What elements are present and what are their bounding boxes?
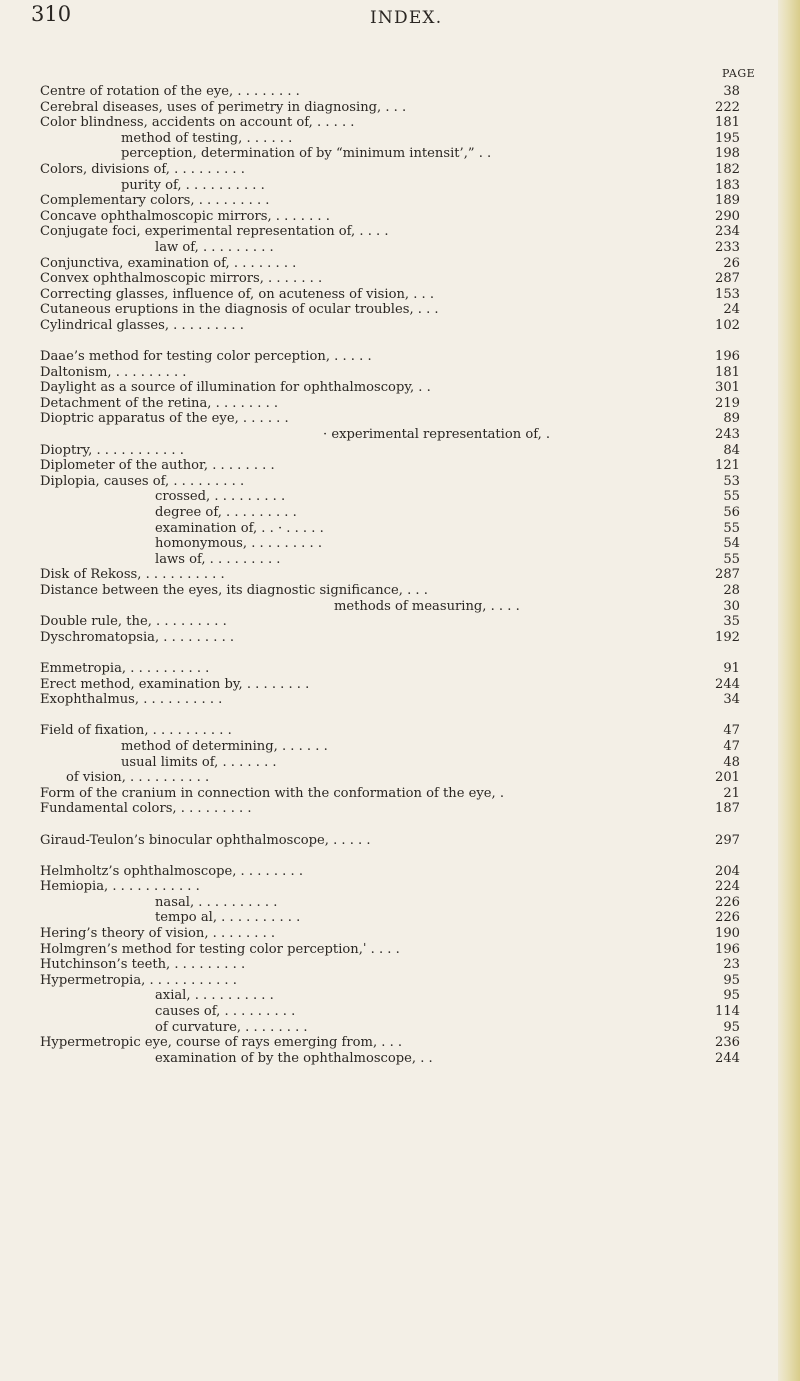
entry-term: Giraud-Teulon’s binocular ophthalmoscope, . . . . . [40,832,371,848]
entry-term: Holmgren’s method for testing color perception,ˈ . . . . [40,941,400,957]
entry-term: Dyschromatopsia, . . . . . . . . . [40,629,235,645]
index-entry [40,271,740,287]
entry-page: 243 [715,427,740,443]
entry-term: Diplopia, causes of, . . . . . . . . . [40,473,245,489]
entry-page: 196 [715,941,740,957]
entry-term: Diplometer of the author, . . . . . . . . [40,458,275,474]
index-entry [40,193,740,209]
index-entry [40,864,740,880]
entry-term: examination of by the ophthalmoscope, . . [155,1050,433,1066]
entry-page: 55 [723,551,740,567]
entry-page: 28 [723,583,740,598]
entry-page: 181 [715,115,740,131]
index-entry [40,427,740,443]
entry-page: 290 [715,208,740,224]
section-gap [40,817,740,833]
index-entry [40,1020,740,1036]
index-entry [40,302,740,318]
index-entry [40,926,740,942]
index-entry [40,178,740,194]
index-entry [40,505,740,521]
section-gap [40,708,740,724]
entry-page: 233 [715,239,740,255]
entry-term: Cutaneous eruptions in the diagnosis of ocular troubles, . . . [40,302,439,318]
page-edge [778,0,800,1381]
entry-term: Helmholtz’s ophthalmoscope, . . . . . . . . [40,863,303,879]
entry-term: Hering’s theory of vision, . . . . . . . . [40,926,276,942]
entry-term: Daylight as a source of illumination for ophthalmoscopy, . . [40,380,431,396]
index-entry [40,552,740,568]
index-entry [40,100,740,116]
entry-page: 30 [723,598,740,614]
entry-term: Conjunctiva, examination of, . . . . . . . . [40,255,297,271]
entry-term: degree of, . . . . . . . . . [155,505,297,521]
index-entry [40,521,740,537]
index-entry [40,365,740,381]
entry-term: Fundamental colors, . . . . . . . . . [40,801,252,817]
entry-page: 47 [723,723,740,739]
entry-page: 234 [715,224,740,240]
entry-term: Daae’s method for testing color perception, . . . . . [40,349,372,365]
entry-page: 182 [715,161,740,177]
entry-page: 192 [715,629,740,645]
section-gap [40,645,740,661]
entry-page: 24 [723,302,740,318]
entry-term: of curvature, . . . . . . . . [155,1019,308,1035]
entry-term: perception, determination of by “minimum intensit’,” . . [121,146,492,162]
index-entry [40,833,740,849]
entry-term: Cylindrical glasses, . . . . . . . . . [40,317,244,333]
entry-term: examination of, . . · . . . . . [155,520,324,536]
entry-term: Erect method, examination by, . . . . . . . . [40,676,310,692]
entry-term: Hutchinson’s teeth, . . . . . . . . . [40,957,246,973]
entry-page: 84 [723,442,740,458]
entry-page: 181 [715,364,740,380]
index-entry [40,599,740,615]
entry-page: 54 [723,536,740,552]
entry-term: causes of, . . . . . . . . . [155,1004,296,1020]
index-entry [40,661,740,677]
entry-term: Daltonism, . . . . . . . . . [40,364,187,380]
entry-term: Distance between the eyes, its diagnostic significance, . . . [40,583,428,598]
entry-term: nasal, . . . . . . . . . . [155,894,278,910]
entry-term: crossed, . . . . . . . . . [155,489,286,505]
entry-term: Cerebral diseases, uses of perimetry in diagnosing, . . . [40,99,407,115]
entry-page: 222 [715,99,740,115]
entry-term: purity of, . . . . . . . . . . [121,177,265,193]
entry-page: 190 [715,926,740,942]
entry-page: 198 [715,146,740,162]
entry-term: Complementary colors, . . . . . . . . . [40,193,270,209]
entry-page: 21 [723,785,740,801]
index-entry [40,739,740,755]
index-entry [40,443,740,459]
entry-term: · experimental representation of, . [323,427,551,443]
entry-term: Colors, divisions of, . . . . . . . . . [40,161,245,177]
index-entry [40,318,740,334]
entry-page: 56 [723,505,740,521]
entry-page: 38 [723,84,740,99]
entry-term: methods of measuring, . . . . [334,598,520,614]
entry-term: Convex ophthalmoscopic mirrors, . . . . . . . [40,271,323,287]
entry-page: 95 [723,1019,740,1035]
entry-term: Form of the cranium in connection with the conformation of the eye, . [40,785,505,801]
index-entry [40,209,740,225]
entry-term: Concave ophthalmoscopic mirrors, . . . . . . . [40,208,330,224]
entry-term: usual limits of, . . . . . . . [121,754,277,770]
index-entry [40,910,740,926]
entry-page: 244 [715,676,740,692]
entry-term: Color blindness, accidents on account of, . . . . . [40,115,355,131]
entry-page: 189 [715,193,740,209]
entry-page: 287 [715,271,740,287]
index-entry [40,287,740,303]
page-number: 310 [31,2,72,26]
index-entry [40,879,740,895]
page-column-label: PAGE [722,67,756,80]
entry-page: 95 [723,972,740,988]
index-entry [40,1051,740,1067]
running-head: INDEX. [370,8,443,28]
index-entry [40,801,740,817]
entry-page: 91 [723,660,740,676]
entry-term: Dioptry, . . . . . . . . . . . [40,442,184,458]
index-entry [40,224,740,240]
entry-term: Double rule, the, . . . . . . . . . [40,614,227,630]
entry-page: 34 [723,692,740,708]
index-entry [40,474,740,490]
entry-term: Hypermetropia, . . . . . . . . . . . [40,972,237,988]
entry-term: law of, . . . . . . . . . [155,239,274,255]
entry-term: method of testing, . . . . . . [121,130,293,146]
section-gap [40,334,740,350]
index-entry [40,115,740,131]
index-entry [40,942,740,958]
index-entry [40,755,740,771]
index-entry [40,536,740,552]
index-entry [40,146,740,162]
entry-page: 53 [723,473,740,489]
index-entry [40,240,740,256]
index-entry [40,162,740,178]
entry-page: 47 [723,738,740,754]
entry-page: 297 [715,832,740,848]
entry-page: 114 [715,1004,740,1020]
entry-page: 219 [715,395,740,411]
entry-page: 102 [715,317,740,333]
index-entry [40,567,740,583]
entry-page: 55 [723,520,740,536]
index-entry [40,723,740,739]
index-entry [40,677,740,693]
entry-page: 196 [715,349,740,365]
entry-term: Detachment of the retina, . . . . . . . . [40,395,279,411]
entry-page: 244 [715,1050,740,1066]
entry-page: 55 [723,489,740,505]
entry-page: 236 [715,1035,740,1051]
entry-page: 226 [715,894,740,910]
index-entry [40,396,740,412]
entry-page: 195 [715,130,740,146]
index-entry [40,583,740,599]
entry-page: 187 [715,801,740,817]
index-entry [40,973,740,989]
entry-page: 287 [715,567,740,583]
index-entry [40,770,740,786]
entry-page: 89 [723,411,740,427]
entry-term: Exophthalmus, . . . . . . . . . . [40,692,223,708]
entry-page: 224 [715,879,740,895]
entry-term: Centre of rotation of the eye, . . . . . . . . [40,84,300,99]
entry-term: axial, . . . . . . . . . . [155,988,274,1004]
entry-term: Conjugate foci, experimental representation of, . . . . [40,224,389,240]
entry-term: Dioptric apparatus of the eye, . . . . . . [40,411,289,427]
entry-term: laws of, . . . . . . . . . [155,551,281,567]
entry-page: 204 [715,863,740,879]
index-list [40,84,740,1066]
entry-term: tempo al, . . . . . . . . . . [155,910,301,926]
entry-term: Hypermetropic eye, course of rays emerging from, . . . [40,1035,403,1051]
entry-page: 201 [715,770,740,786]
entry-page: 35 [723,614,740,630]
entry-page: 26 [723,255,740,271]
entry-page: 226 [715,910,740,926]
entry-term: Correcting glasses, influence of, on acuteness of vision, . . . [40,286,435,302]
entry-term: Disk of Rekoss, . . . . . . . . . . [40,567,225,583]
entry-term: homonymous, . . . . . . . . . [155,536,322,552]
entry-term: Hemiopia, . . . . . . . . . . . [40,879,200,895]
entry-page: 301 [715,380,740,396]
index-entry [40,84,740,100]
entry-page: 153 [715,286,740,302]
index-entry [40,256,740,272]
index-entry [40,411,740,427]
index-entry [40,380,740,396]
index-entry [40,349,740,365]
index-entry [40,895,740,911]
entry-term: Field of fixation, . . . . . . . . . . [40,723,232,739]
entry-term: Emmetropia, . . . . . . . . . . [40,660,210,676]
index-entry [40,614,740,630]
entry-page: 48 [723,754,740,770]
section-gap [40,848,740,864]
index-entry [40,1004,740,1020]
index-entry [40,1035,740,1051]
entry-page: 121 [715,458,740,474]
entry-page: 95 [723,988,740,1004]
index-entry [40,458,740,474]
index-entry [40,988,740,1004]
index-entry [40,131,740,147]
index-entry [40,957,740,973]
entry-page: 23 [723,957,740,973]
index-entry [40,489,740,505]
index-entry [40,630,740,646]
entry-term: method of determining, . . . . . . [121,738,328,754]
entry-term: of vision, . . . . . . . . . . [66,770,210,786]
index-entry [40,692,740,708]
entry-page: 183 [715,177,740,193]
index-entry [40,786,740,802]
